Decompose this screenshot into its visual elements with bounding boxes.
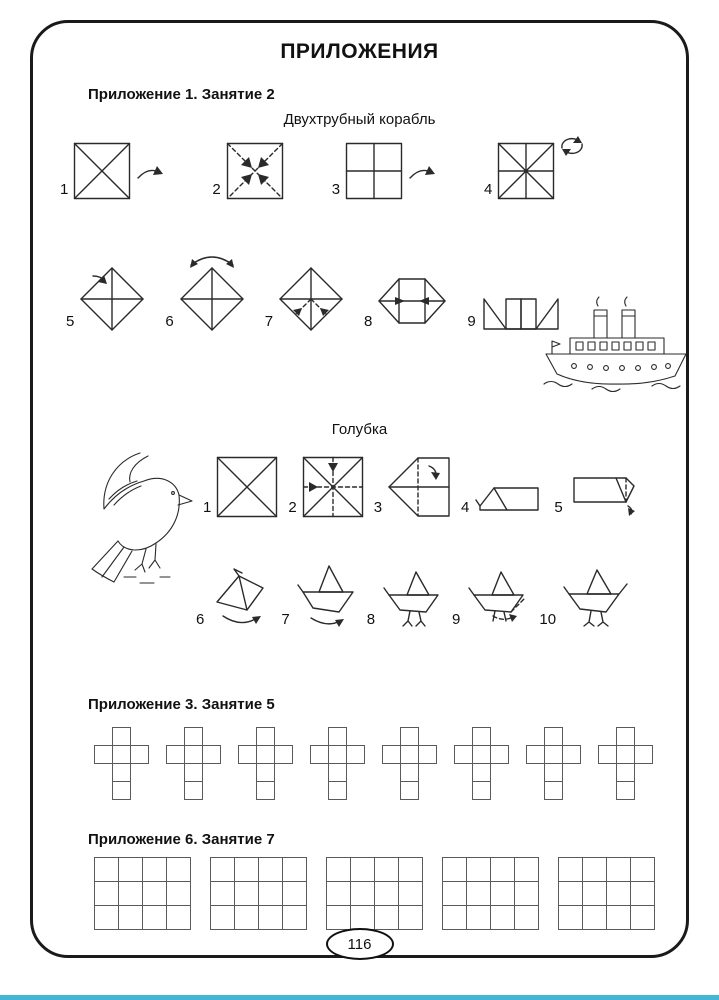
page-number-badge	[326, 928, 394, 960]
ship-step-6	[165, 252, 244, 332]
step-number: 1	[60, 181, 69, 198]
ship-step3-diagram	[345, 142, 403, 200]
dove-step-1	[203, 456, 278, 518]
step-number: 7	[281, 611, 290, 628]
cube-net-row	[94, 727, 653, 800]
step-number: 3	[331, 181, 341, 198]
squares-grid	[442, 857, 540, 931]
appendix6-heading: Приложение 6. Занятие 7	[88, 831, 275, 848]
dove-step5-diagram	[568, 470, 640, 518]
ship-step8-diagram	[377, 270, 447, 332]
step-number: 9	[467, 313, 476, 330]
cube-net-cross	[526, 727, 581, 800]
dove-step-5	[554, 470, 639, 518]
dove-step10-diagram	[561, 566, 629, 630]
ship-step4-diagram	[497, 142, 555, 200]
step-number: 3	[373, 499, 383, 516]
dove-step-7	[281, 562, 358, 630]
step-number: 8	[366, 611, 376, 628]
cube-net-cross	[598, 727, 653, 800]
ship-step-5	[66, 264, 145, 332]
dove-step-6	[196, 566, 273, 630]
dove-step-3	[374, 456, 451, 518]
dove-step7-diagram	[295, 562, 359, 630]
step-number: 1	[203, 499, 212, 516]
dove-step-9	[452, 568, 531, 630]
dove-steps-row-2	[196, 562, 629, 630]
step-number: 7	[264, 313, 274, 330]
dove-step9-diagram	[465, 568, 531, 630]
step-number: 4	[484, 181, 493, 198]
cube-net-cross	[310, 727, 365, 800]
dove-illustration	[82, 447, 202, 607]
dove-section-title: Голубка	[331, 421, 388, 438]
step-number: 10	[539, 611, 557, 628]
ship-step1-diagram	[73, 142, 131, 200]
appendix3-heading: Приложение 3. Занятие 5	[88, 696, 275, 713]
ship-step-8	[364, 270, 447, 332]
step-number: 4	[461, 499, 470, 516]
cube-net-cross	[382, 727, 437, 800]
fold-arrow-icon	[136, 164, 164, 182]
cube-net-cross	[166, 727, 221, 800]
cube-net-cross	[94, 727, 149, 800]
squares-grid	[326, 857, 424, 931]
ship-illustration	[540, 296, 692, 396]
cube-net-cross	[238, 727, 293, 800]
step-number: 9	[452, 611, 461, 628]
appendix1-heading: Приложение 1. Занятие 2	[88, 86, 275, 103]
dove-step-2	[288, 456, 363, 518]
page-title: ПРИЛОЖЕНИЯ	[280, 40, 439, 63]
ship-section-title: Двухтрубный корабль	[283, 111, 436, 128]
ship-step-2	[212, 142, 283, 200]
step-number: 6	[196, 611, 205, 628]
bottom-edge-strip	[0, 995, 719, 1000]
dove-step8-diagram	[380, 568, 444, 630]
ship-step-7	[265, 264, 344, 332]
ship-step7-diagram	[278, 264, 344, 332]
step-number: 5	[554, 499, 563, 516]
step-number: 6	[165, 313, 174, 330]
dove-step1-diagram	[216, 456, 278, 518]
page-number: 116	[347, 935, 372, 953]
step-number: 8	[364, 313, 373, 330]
ship-steps-row-1	[60, 142, 555, 200]
ship-step2-diagram	[226, 142, 284, 200]
ship-step-4	[484, 142, 555, 200]
cube-net-cross	[454, 727, 509, 800]
dove-step4-diagram	[474, 482, 544, 518]
squares-grid-row	[94, 857, 656, 931]
ship-step-1	[60, 142, 164, 200]
squares-grid	[94, 857, 192, 931]
squares-grid	[210, 857, 308, 931]
ship-step5-diagram	[79, 264, 145, 332]
dove-step-4	[461, 482, 544, 518]
squares-grid	[558, 857, 656, 931]
dove-step6-diagram	[209, 566, 273, 630]
ship-steps-row-2	[66, 252, 561, 332]
dove-step3-diagram	[387, 456, 451, 518]
step-number: 5	[66, 313, 75, 330]
step-number: 2	[288, 499, 297, 516]
dove-step-8	[367, 568, 444, 630]
ship-step-3	[332, 142, 436, 200]
fold-arrow-icon	[408, 164, 436, 182]
dove-steps-row-1	[203, 456, 640, 518]
step-number: 2	[212, 181, 221, 198]
dove-step-10	[539, 566, 629, 630]
ship-step6-diagram	[179, 252, 245, 332]
dove-step2-diagram	[302, 456, 364, 518]
rotate-arrows-icon	[557, 134, 587, 158]
